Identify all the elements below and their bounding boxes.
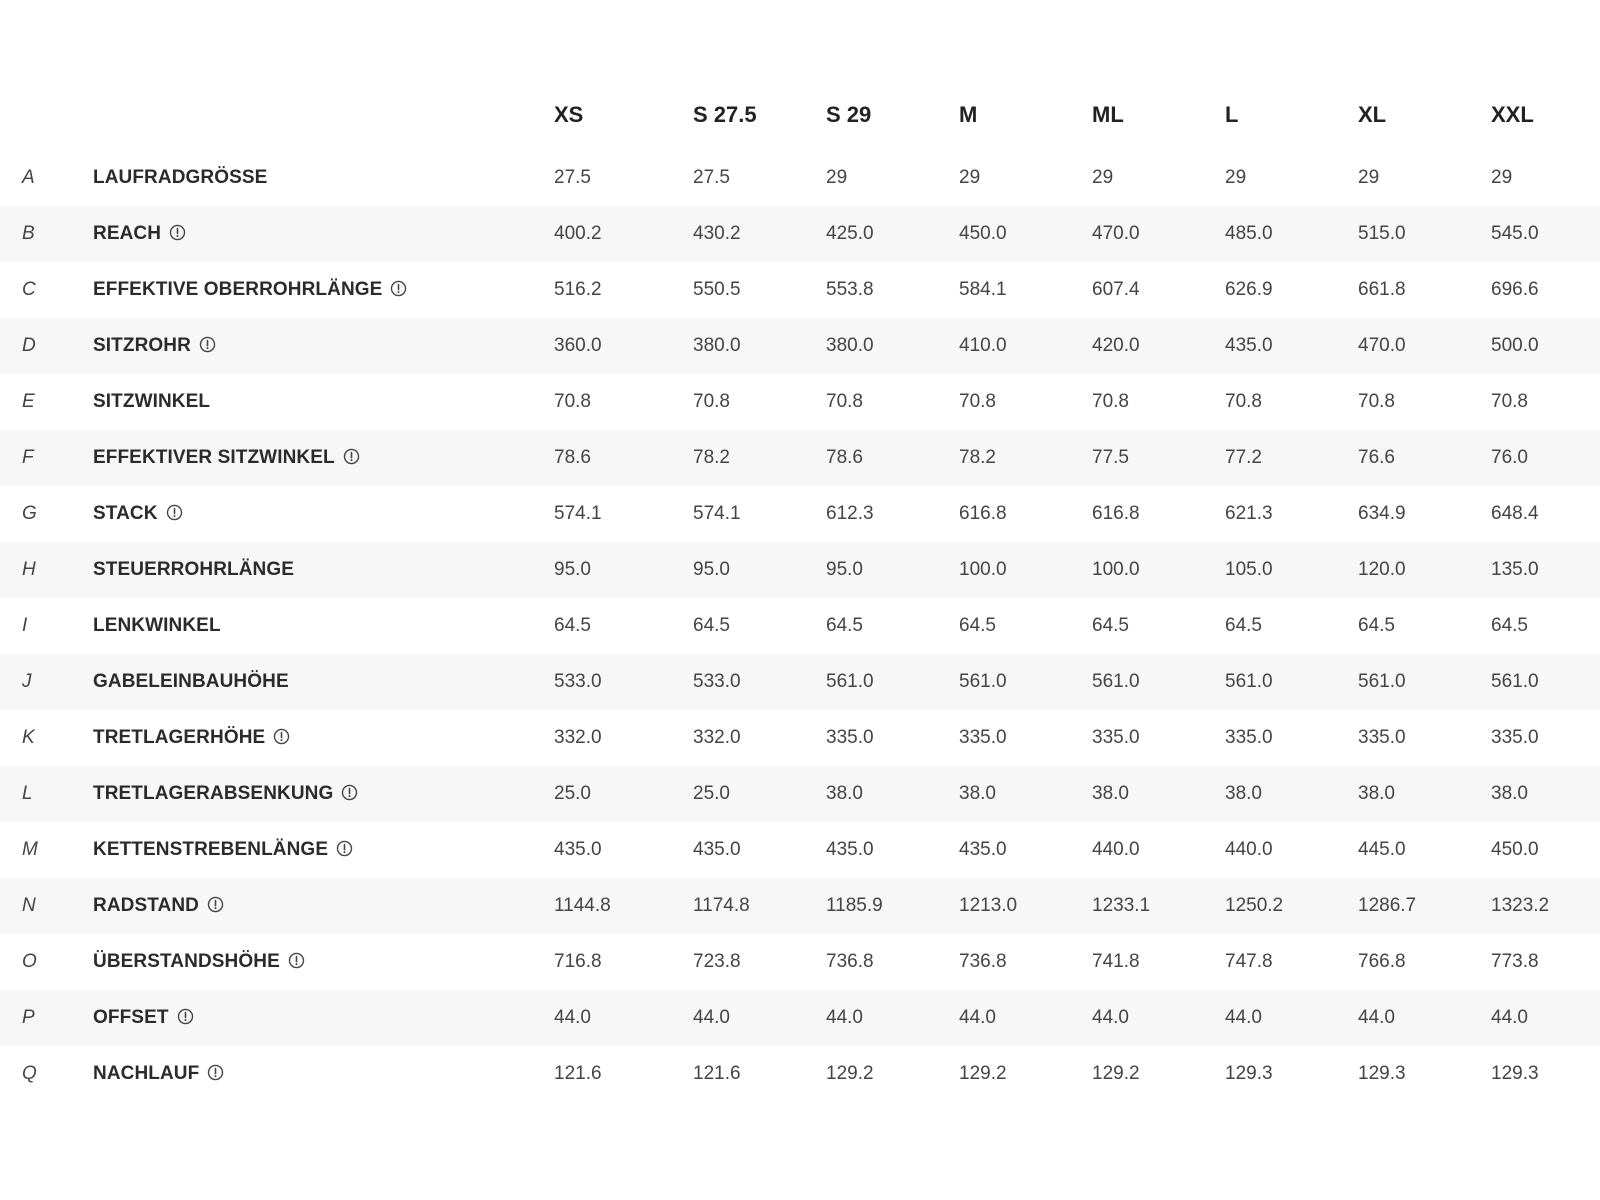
- row-label: LAUFRADGRÖSSE: [93, 166, 268, 188]
- table-row: [0, 430, 1600, 486]
- value-cell: 500.0: [1491, 335, 1539, 356]
- row-label-cell: [93, 206, 554, 262]
- row-label: STEUERROHRLÄNGE: [93, 558, 295, 580]
- value-cell: 44.0: [693, 1007, 730, 1028]
- value-cell: 1144.8: [554, 895, 611, 916]
- value-cell: 44.0: [554, 1007, 591, 1028]
- value-cell: 634.9: [1358, 503, 1406, 524]
- table-row: [0, 318, 1600, 374]
- value-cell: 435.0: [1225, 335, 1273, 356]
- row-label-cell: [93, 766, 554, 822]
- value-cell: 38.0: [826, 783, 863, 804]
- value-cell: 105.0: [1225, 559, 1273, 580]
- table-row: [0, 262, 1600, 318]
- size-header-s-29: S 29: [826, 102, 872, 127]
- table-row: [0, 822, 1600, 878]
- letter-header: [0, 80, 93, 150]
- value-cell: 29: [1358, 167, 1380, 188]
- value-cell: 95.0: [693, 559, 730, 580]
- value-cell: 485.0: [1225, 223, 1273, 244]
- value-cell: 1174.8: [693, 895, 750, 916]
- value-cell: 515.0: [1358, 223, 1406, 244]
- table-row: [0, 374, 1600, 430]
- info-circle-icon[interactable]: [207, 896, 224, 913]
- info-circle-icon[interactable]: [273, 728, 290, 745]
- value-cell: 440.0: [1225, 839, 1273, 860]
- row-letter: E: [22, 391, 35, 412]
- value-cell: 29: [1225, 167, 1247, 188]
- row-letter: J: [22, 671, 32, 692]
- table-row: [0, 206, 1600, 262]
- row-label-cell: [93, 654, 554, 710]
- value-cell: 773.8: [1491, 951, 1539, 972]
- info-circle-icon[interactable]: [343, 448, 360, 465]
- row-label: GABELEINBAUHÖHE: [93, 670, 289, 692]
- row-letter: F: [22, 447, 34, 468]
- value-cell: 400.2: [554, 223, 602, 244]
- value-cell: 95.0: [554, 559, 591, 580]
- value-cell: 335.0: [1225, 727, 1273, 748]
- value-cell: 335.0: [1358, 727, 1406, 748]
- row-label-cell: [93, 430, 554, 486]
- value-cell: 723.8: [693, 951, 741, 972]
- row-label: SITZROHR: [93, 334, 191, 356]
- row-label-cell: [93, 1046, 554, 1102]
- value-cell: 1213.0: [959, 895, 1018, 916]
- table-row: [0, 878, 1600, 934]
- value-cell: 25.0: [693, 783, 730, 804]
- value-cell: 100.0: [1092, 559, 1140, 580]
- size-header-l: L: [1225, 102, 1239, 127]
- value-cell: 135.0: [1491, 559, 1539, 580]
- row-label-cell: [93, 486, 554, 542]
- row-label: TRETLAGERHÖHE: [93, 726, 266, 748]
- value-cell: 38.0: [1358, 783, 1395, 804]
- row-label-cell: [93, 934, 554, 990]
- value-cell: 25.0: [554, 783, 591, 804]
- value-cell: 450.0: [1491, 839, 1539, 860]
- value-cell: 64.5: [554, 615, 591, 636]
- info-circle-icon[interactable]: [390, 280, 407, 297]
- value-cell: 129.2: [959, 1063, 1007, 1084]
- value-cell: 470.0: [1358, 335, 1406, 356]
- value-cell: 741.8: [1092, 951, 1140, 972]
- value-cell: 332.0: [554, 727, 602, 748]
- table-row: [0, 654, 1600, 710]
- row-label: KETTENSTREBENLÄNGE: [93, 838, 329, 860]
- value-cell: 38.0: [959, 783, 996, 804]
- value-cell: 430.2: [693, 223, 741, 244]
- value-cell: 27.5: [693, 167, 730, 188]
- value-cell: 44.0: [1225, 1007, 1262, 1028]
- value-cell: 64.5: [1358, 615, 1395, 636]
- value-cell: 77.5: [1092, 447, 1129, 468]
- value-cell: 64.5: [693, 615, 730, 636]
- row-letter: B: [22, 223, 35, 244]
- label-header: [93, 80, 554, 150]
- row-letter: H: [22, 559, 36, 580]
- value-cell: 78.2: [959, 447, 996, 468]
- value-cell: 335.0: [826, 727, 874, 748]
- value-cell: 38.0: [1491, 783, 1528, 804]
- value-cell: 574.1: [693, 503, 741, 524]
- value-cell: 584.1: [959, 279, 1007, 300]
- size-header-ml: ML: [1092, 102, 1124, 127]
- value-cell: 335.0: [1092, 727, 1140, 748]
- row-label-cell: [93, 878, 554, 934]
- row-label-cell: [93, 822, 554, 878]
- value-cell: 410.0: [959, 335, 1007, 356]
- value-cell: 100.0: [959, 559, 1007, 580]
- table-row: [0, 150, 1600, 206]
- value-cell: 1233.1: [1092, 895, 1151, 916]
- row-letter: A: [22, 167, 35, 188]
- value-cell: 1323.2: [1491, 895, 1550, 916]
- row-label-cell: [93, 710, 554, 766]
- row-label: TRETLAGERABSENKUNG: [93, 782, 334, 804]
- value-cell: 661.8: [1358, 279, 1406, 300]
- value-cell: 77.2: [1225, 447, 1262, 468]
- row-label: EFFEKTIVE OBERROHRLÄNGE: [93, 278, 383, 300]
- value-cell: 76.0: [1491, 447, 1528, 468]
- row-label: LENKWINKEL: [93, 614, 221, 636]
- value-cell: 561.0: [826, 671, 874, 692]
- value-cell: 612.3: [826, 503, 874, 524]
- row-label: EFFEKTIVER SITZWINKEL: [93, 446, 335, 468]
- value-cell: 38.0: [1225, 783, 1262, 804]
- row-letter: D: [22, 335, 36, 356]
- value-cell: 425.0: [826, 223, 874, 244]
- value-cell: 70.8: [826, 391, 863, 412]
- value-cell: 27.5: [554, 167, 591, 188]
- row-label-cell: [93, 318, 554, 374]
- value-cell: 121.6: [554, 1063, 602, 1084]
- value-cell: 736.8: [826, 951, 874, 972]
- value-cell: 29: [826, 167, 848, 188]
- row-label-cell: [93, 262, 554, 318]
- value-cell: 129.3: [1358, 1063, 1406, 1084]
- value-cell: 70.8: [1225, 391, 1262, 412]
- value-cell: 621.3: [1225, 503, 1273, 524]
- table-row: [0, 486, 1600, 542]
- value-cell: 380.0: [693, 335, 741, 356]
- row-label: SITZWINKEL: [93, 390, 211, 412]
- value-cell: 561.0: [1225, 671, 1273, 692]
- value-cell: 1286.7: [1358, 895, 1417, 916]
- value-cell: 64.5: [1491, 615, 1528, 636]
- value-cell: 553.8: [826, 279, 874, 300]
- value-cell: 44.0: [1358, 1007, 1395, 1028]
- value-cell: 44.0: [1491, 1007, 1528, 1028]
- row-label: REACH: [93, 222, 162, 244]
- geometry-table: [0, 80, 1600, 1102]
- value-cell: 766.8: [1358, 951, 1406, 972]
- row-letter: P: [22, 1007, 35, 1028]
- value-cell: 533.0: [693, 671, 741, 692]
- value-cell: 435.0: [959, 839, 1007, 860]
- value-cell: 380.0: [826, 335, 874, 356]
- row-letter: I: [22, 615, 28, 636]
- size-header-s-27-5: S 27.5: [693, 102, 757, 127]
- value-cell: 64.5: [1092, 615, 1129, 636]
- value-cell: 616.8: [1092, 503, 1140, 524]
- size-header-m: M: [959, 102, 978, 127]
- value-cell: 332.0: [693, 727, 741, 748]
- value-cell: 561.0: [1092, 671, 1140, 692]
- value-cell: 435.0: [693, 839, 741, 860]
- value-cell: 696.6: [1491, 279, 1539, 300]
- row-label-cell: [93, 150, 554, 206]
- value-cell: 561.0: [1358, 671, 1406, 692]
- value-cell: 616.8: [959, 503, 1007, 524]
- value-cell: 574.1: [554, 503, 602, 524]
- value-cell: 95.0: [826, 559, 863, 580]
- table-row: [0, 542, 1600, 598]
- value-cell: 360.0: [554, 335, 602, 356]
- value-cell: 76.6: [1358, 447, 1395, 468]
- value-cell: 435.0: [826, 839, 874, 860]
- table-row: [0, 598, 1600, 654]
- value-cell: 470.0: [1092, 223, 1140, 244]
- row-label: ÜBERSTANDSHÖHE: [93, 950, 280, 972]
- row-letter: Q: [22, 1063, 37, 1084]
- value-cell: 70.8: [1092, 391, 1129, 412]
- size-header-xxl: XXL: [1491, 102, 1534, 127]
- info-circle-icon[interactable]: [169, 224, 186, 241]
- value-cell: 716.8: [554, 951, 602, 972]
- info-circle-icon[interactable]: [336, 840, 353, 857]
- value-cell: 545.0: [1491, 223, 1539, 244]
- value-cell: 78.2: [693, 447, 730, 468]
- value-cell: 445.0: [1358, 839, 1406, 860]
- value-cell: 440.0: [1092, 839, 1140, 860]
- row-label: RADSTAND: [93, 894, 199, 916]
- row-letter: N: [22, 895, 36, 916]
- row-letter: L: [22, 783, 33, 804]
- value-cell: 70.8: [959, 391, 996, 412]
- info-circle-icon[interactable]: [177, 1008, 194, 1025]
- table-row: [0, 710, 1600, 766]
- row-label-cell: [93, 598, 554, 654]
- geometry-table-body: [0, 150, 1600, 1102]
- value-cell: 129.3: [1225, 1063, 1273, 1084]
- value-cell: 420.0: [1092, 335, 1140, 356]
- value-cell: 70.8: [1358, 391, 1395, 412]
- row-letter: C: [22, 279, 36, 300]
- row-label-cell: [93, 374, 554, 430]
- value-cell: 29: [1092, 167, 1114, 188]
- value-cell: 450.0: [959, 223, 1007, 244]
- size-header-xl: XL: [1358, 102, 1387, 127]
- info-circle-icon[interactable]: [207, 1064, 224, 1081]
- value-cell: 44.0: [826, 1007, 863, 1028]
- info-circle-icon[interactable]: [199, 336, 216, 353]
- value-cell: 38.0: [1092, 783, 1129, 804]
- row-letter: O: [22, 951, 37, 972]
- value-cell: 129.2: [826, 1063, 874, 1084]
- row-letter: M: [22, 839, 38, 860]
- value-cell: 1250.2: [1225, 895, 1284, 916]
- table-row: [0, 766, 1600, 822]
- value-cell: 516.2: [554, 279, 602, 300]
- value-cell: 121.6: [693, 1063, 741, 1084]
- row-letter: G: [22, 503, 37, 524]
- value-cell: 120.0: [1358, 559, 1406, 580]
- info-circle-icon[interactable]: [288, 952, 305, 969]
- table-row: [0, 990, 1600, 1046]
- value-cell: 78.6: [826, 447, 863, 468]
- value-cell: 64.5: [826, 615, 863, 636]
- value-cell: 70.8: [693, 391, 730, 412]
- value-cell: 70.8: [554, 391, 591, 412]
- value-cell: 129.2: [1092, 1063, 1140, 1084]
- value-cell: 1185.9: [826, 895, 883, 916]
- row-label-cell: [93, 542, 554, 598]
- value-cell: 533.0: [554, 671, 602, 692]
- value-cell: 335.0: [959, 727, 1007, 748]
- row-label: NACHLAUF: [93, 1062, 200, 1084]
- value-cell: 64.5: [1225, 615, 1262, 636]
- value-cell: 70.8: [1491, 391, 1528, 412]
- value-cell: 29: [959, 167, 981, 188]
- info-circle-icon[interactable]: [341, 784, 358, 801]
- value-cell: 747.8: [1225, 951, 1273, 972]
- value-cell: 44.0: [959, 1007, 996, 1028]
- row-label: STACK: [93, 502, 158, 524]
- value-cell: 736.8: [959, 951, 1007, 972]
- value-cell: 648.4: [1491, 503, 1539, 524]
- table-row: [0, 934, 1600, 990]
- row-label-cell: [93, 990, 554, 1046]
- table-row: [0, 1046, 1600, 1102]
- row-letter: K: [22, 727, 35, 748]
- value-cell: 607.4: [1092, 279, 1140, 300]
- value-cell: 29: [1491, 167, 1513, 188]
- value-cell: 335.0: [1491, 727, 1539, 748]
- value-cell: 550.5: [693, 279, 741, 300]
- size-header-xs: XS: [554, 102, 584, 127]
- size-header-row: [0, 80, 1600, 150]
- value-cell: 78.6: [554, 447, 591, 468]
- value-cell: 44.0: [1092, 1007, 1129, 1028]
- value-cell: 64.5: [959, 615, 996, 636]
- value-cell: 435.0: [554, 839, 602, 860]
- value-cell: 129.3: [1491, 1063, 1539, 1084]
- row-label: OFFSET: [93, 1006, 169, 1028]
- info-circle-icon[interactable]: [166, 504, 183, 521]
- value-cell: 561.0: [959, 671, 1007, 692]
- value-cell: 561.0: [1491, 671, 1539, 692]
- value-cell: 626.9: [1225, 279, 1273, 300]
